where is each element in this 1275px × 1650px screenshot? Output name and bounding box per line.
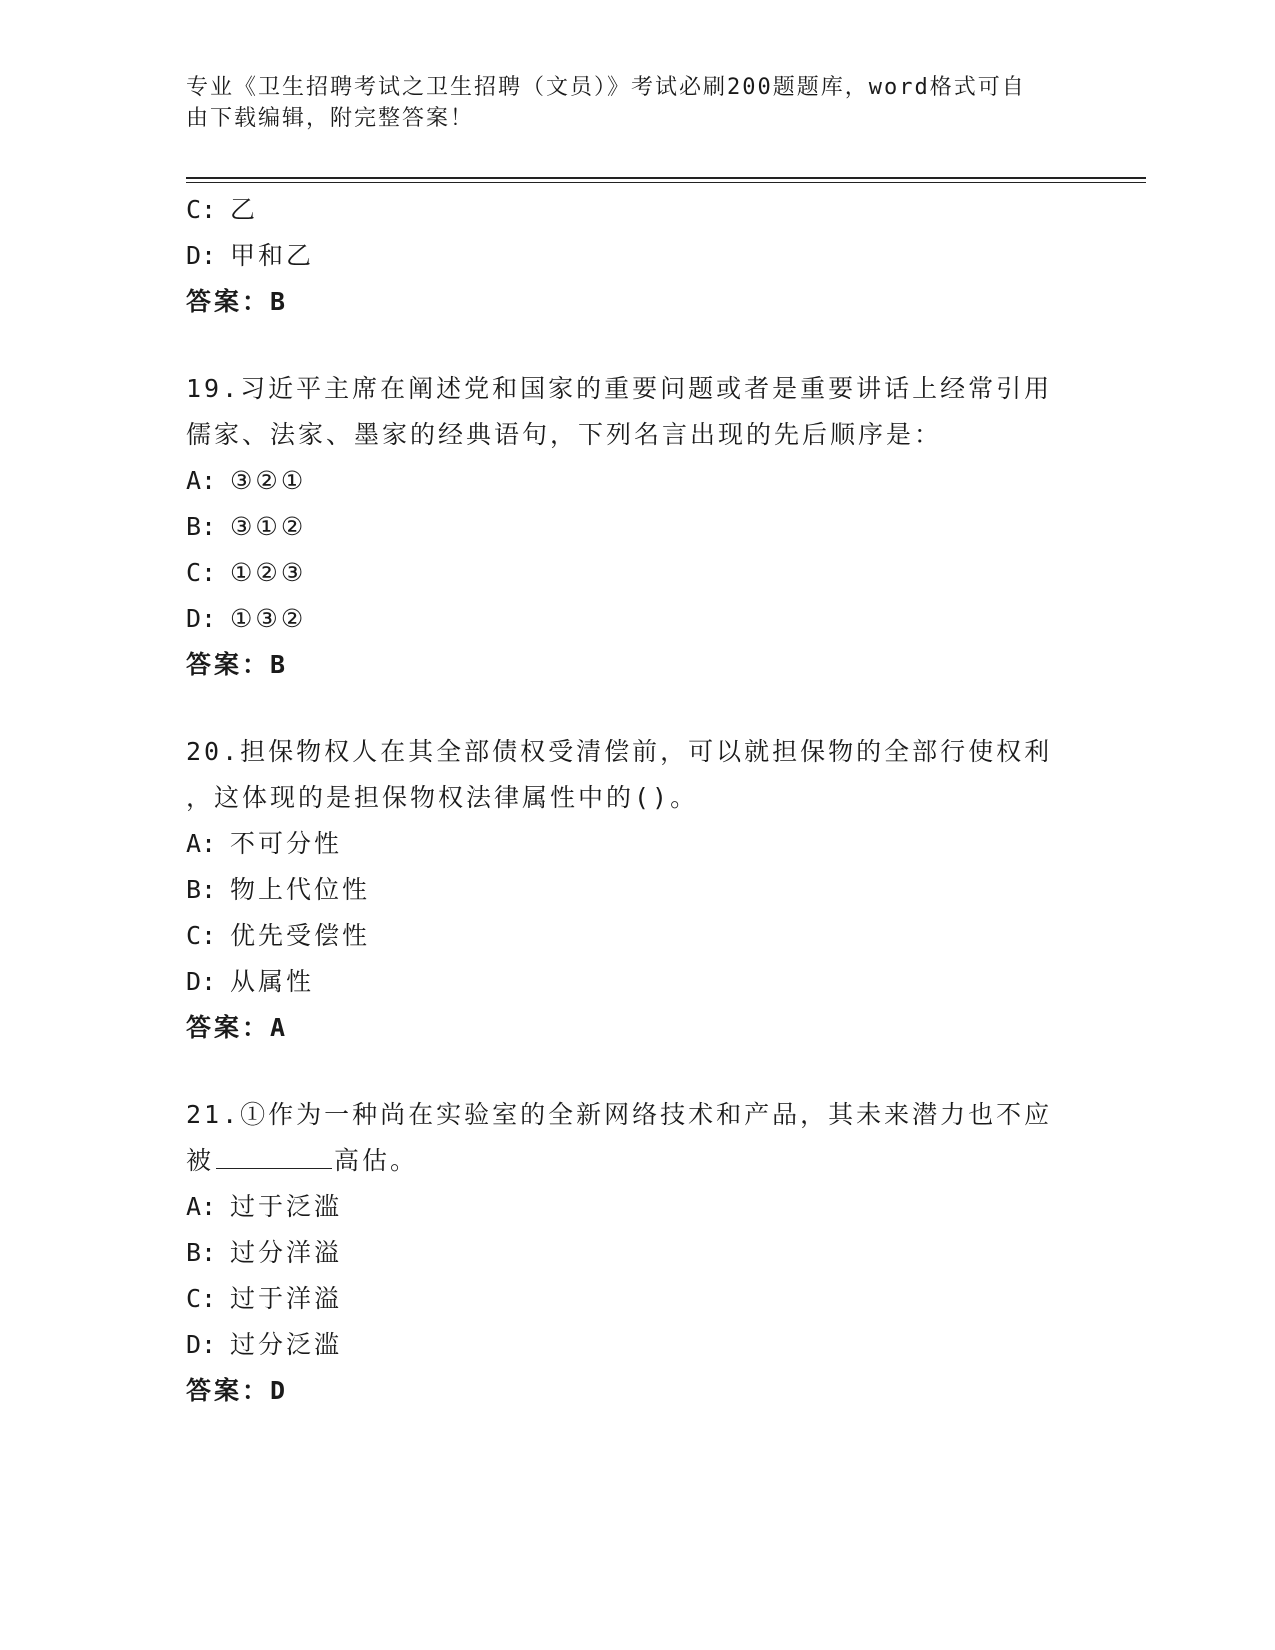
option-letter: D: <box>186 241 217 270</box>
option-text: 过分泛滥 <box>230 1330 343 1359</box>
option-text: ①②③ <box>230 558 307 587</box>
option-letter: B: <box>186 512 217 541</box>
q18-option-c <box>186 187 1086 233</box>
document-header <box>186 72 1066 134</box>
option-letter: D: <box>186 1330 217 1359</box>
q20-stem-line-2: ，这体现的是担保物权法律属性中的()。 <box>186 783 699 812</box>
q21-option-c <box>186 1276 1086 1322</box>
header-divider-thick <box>186 177 1146 179</box>
question-spacer <box>186 1051 1086 1092</box>
q19-stem-line-2: 儒家、法家、墨家的经典语句，下列名言出现的先后顺序是： <box>186 420 943 449</box>
option-text: 过于洋溢 <box>230 1284 343 1313</box>
stem-text-before-blank: 被 <box>186 1146 215 1175</box>
option-letter: A: <box>186 1192 217 1221</box>
q20-option-b <box>186 867 1086 913</box>
q20-answer: 答案：A <box>186 1013 289 1042</box>
option-letter: D: <box>186 967 217 996</box>
q19-answer: 答案：B <box>186 650 289 679</box>
q20-option-a <box>186 821 1086 867</box>
option-text: 物上代位性 <box>230 875 371 904</box>
q21-option-a <box>186 1184 1086 1230</box>
option-text: ③②① <box>230 466 307 495</box>
option-letter: B: <box>186 1238 217 1267</box>
option-letter: C: <box>186 558 217 587</box>
header-title-line-1: 专业《卫生招聘考试之卫生招聘（文员）》考试必刷200题题库，word格式可自 <box>186 75 1026 100</box>
q21-stem-line-2 <box>186 1138 1086 1184</box>
option-letter: B: <box>186 875 217 904</box>
option-text: ①③② <box>230 604 307 633</box>
option-letter: C: <box>186 1284 217 1313</box>
q18-answer: 答案：B <box>186 287 289 316</box>
option-letter: C: <box>186 195 217 224</box>
q19-stem-line-1: 19.习近平主席在阐述党和国家的重要问题或者是重要讲话上经常引用 <box>186 374 1053 403</box>
option-text: 过分洋溢 <box>230 1238 343 1267</box>
option-text: 乙 <box>230 195 259 224</box>
option-letter: A: <box>186 466 217 495</box>
option-letter: A: <box>186 829 217 858</box>
option-text: 不可分性 <box>230 829 343 858</box>
option-text: 从属性 <box>230 967 315 996</box>
header-title-line-2: 由下载编辑，附完整答案！ <box>186 106 475 131</box>
fill-in-blank <box>216 1146 332 1169</box>
q20-option-c <box>186 913 1086 959</box>
option-text: 优先受偿性 <box>230 921 371 950</box>
q19-option-c <box>186 550 1086 596</box>
q19-option-d <box>186 596 1086 642</box>
q21-option-d <box>186 1322 1086 1368</box>
option-text: 过于泛滥 <box>230 1192 343 1221</box>
q21-answer: 答案：D <box>186 1376 289 1405</box>
question-list <box>186 187 1086 1414</box>
option-letter: D: <box>186 604 217 633</box>
option-letter: C: <box>186 921 217 950</box>
option-text: 甲和乙 <box>230 241 315 270</box>
question-spacer <box>186 325 1086 366</box>
q20-option-d <box>186 959 1086 1005</box>
question-spacer <box>186 688 1086 729</box>
q21-stem-line-1: 21.①作为一种尚在实验室的全新网络技术和产品，其未来潜力也不应 <box>186 1100 1053 1129</box>
q18-option-d <box>186 233 1086 279</box>
q21-option-b <box>186 1230 1086 1276</box>
q19-option-b <box>186 504 1086 550</box>
q19-option-a <box>186 458 1086 504</box>
header-divider-thin <box>186 182 1146 183</box>
stem-text-after-blank: 高估。 <box>334 1146 419 1175</box>
option-text: ③①② <box>230 512 307 541</box>
q20-stem-line-1: 20.担保物权人在其全部债权受清偿前，可以就担保物的全部行使权利 <box>186 737 1053 766</box>
